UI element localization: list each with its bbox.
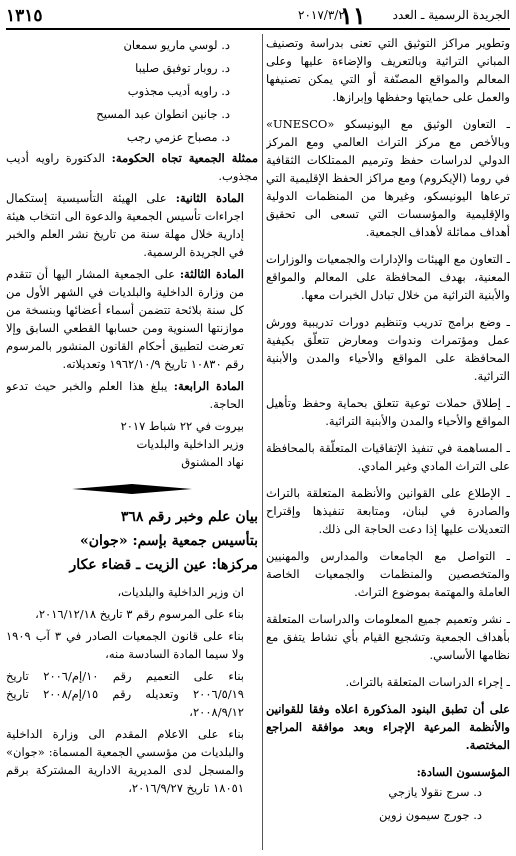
article-label: المادة الثانية: (175, 191, 244, 205)
decision-paragraph: بناء على التعميم رقم ١٠/إم/٢٠٠٦ تاريخ ٢٠٠٦/٥/١٩ وتعديله رقم ١٥/إم/٢٠٠٨ تاريخ ٢٠٠٨/٩/١٢، (6, 669, 245, 719)
representative-label: ممثلة الجمعية تجاه الحكومة: (111, 151, 258, 165)
objective-paragraph: ـ التعاون مع الهيئات والإدارات والجمعيات والوزارات المعنية، بهدف المحافظة على المعالم والمواقع والأبنية التراثية من خلال تبادل الخبرات معها. (266, 252, 510, 302)
article-four (6, 377, 258, 413)
decision-location: مركزها: عين الزيت ـ قضاء عكار (69, 557, 258, 573)
column-divider (262, 34, 263, 850)
founder-name: د. جانين انطوان عبد المسيح (96, 107, 230, 121)
article-three (6, 265, 258, 373)
government-representative (6, 149, 258, 185)
objective-paragraph: ـ الإطلاع على القوانين والأنظمة المتعلقة بالتراث والصادرة في لبنان، ومتابعة تنفيذها وإقتراح التعديلات عليها إذا دعت الحاجة الى ذلك. (266, 486, 510, 536)
decision-paragraph: ان وزير الداخلية والبلديات، (117, 585, 244, 599)
article-label: المادة الرابعة: (173, 379, 244, 393)
decision-title: بيان علم وخبر رقم ٣٦٨ (120, 509, 258, 525)
founder-name: د. مصباح عزمي رجب (126, 130, 230, 144)
founder-name: د. جورج سيمون زوين (379, 808, 482, 822)
founder-name: د. راويه أديب مجذوب (127, 84, 230, 98)
objective-paragraph: ـ وضع برامج تدريب وتنظيم دورات تدريبية وورش عمل ومؤتمرات وندوات ومعارض تتعلّق بكيفية المحافظة على المواقع والأحياء والمدن والأبنية التراثية. (266, 315, 510, 383)
objective-paragraph: ـ التواصل مع الجامعات والمدارس والمهنيين والمتخصصين والمنظمات والجمعيات الخاصة العاملة والمهتمة بموضوع التراث. (266, 549, 510, 599)
issue-number: ١١ (340, 1, 366, 30)
objective-paragraph: ـ إجراء الدراسات المتعلقة بالتراث. (345, 675, 510, 689)
article-text: على الجمعية المشار اليها أن تتقدم من وزارة الداخلية والبلديات في الشهر الأول من كل سنة بلائحة تتضمن أسماء أعضائها وبنسخة من موازنتها السنوية ومن حسابها القطعي السابق وإلا تعرضت لتطبيق أحكام القانون المنشور بالمرسوم رقم ١٠٨٣٠ تاريخ ١٩٦٢/١٠/٩ وتعديلاته. (6, 267, 244, 371)
journal-title: الجريدة الرسمية ـ العدد (392, 8, 510, 22)
article-text: على الهيئة التأسيسية إستكمال اجراءات تأسيس الجمعية والدعوة الى انتخاب هيئة إدارية خلال مهلة سنة من تاريخ نشر العلم والخبر في الجريدة الرسمية. (6, 191, 244, 259)
left-column (6, 34, 258, 850)
issue-date: ٢٠١٧/٣/٢ (298, 8, 345, 22)
representative-name: الدكتورة راويه أديب مجذوب. (6, 151, 258, 183)
founder-name: د. روبار توفيق صليبا (135, 61, 230, 75)
decision-paragraph: بناء على المرسوم رقم ٣ تاريخ ٢٠١٦/١٢/١٨، (35, 607, 244, 621)
article-two (6, 189, 258, 261)
article-text: يبلغ هذا العلم والخبر حيث تدعو الحاجة. (6, 379, 244, 411)
objective-paragraph: ـ نشر وتعميم جميع المعلومات والدراسات المتعلقة بأهداف الجمعية وتشجيع القيام بأي نشاط يتفق مع نظامها الأساسي. (266, 612, 510, 662)
section-ornament (72, 483, 192, 495)
page-header (6, 1, 510, 30)
objective-paragraph: وتطوير مراكز التوثيق التي تعنى بدراسة وتصنيف المباني التراثية وبالتعريف والإضاءة عليها وعلى المعالم والمواقع المصنّفة أو التي يمكن تصنيفها والعمل على حمايتها وحفظها وإبرازها. (266, 36, 510, 104)
minister-title: وزير الداخلية والبلديات (136, 437, 244, 451)
objective-paragraph: ـ التعاون الوثيق مع اليونيسكو «UNESCO» وبالأخص مع مركز التراث العالمي ومع المركز الدولي لدراسات حفظ وترميم الممتلكات الثقافية في روما (الإيكروم) ومع مراكز الحفظ الإقليمية التي ترعاها اليونيسكو، وغيرها من المنظمات الدولية والإقليمية والمؤسسات التي تسعى الى تحقيق أهداف مماثلة لأهداف الجمعية. (266, 117, 510, 239)
objective-paragraph: ـ المساهمة في تنفيذ الإتفاقيات المتعلّقة بالمحافظة على التراث المادي وغير المادي. (266, 441, 510, 473)
decision-subtitle: بتأسيس جمعية بإسم: «جوان» (80, 533, 258, 549)
minister-name: نهاد المشنوق (181, 455, 244, 469)
decision-paragraph: بناء على الاعلام المقدم الى وزارة الداخلية والبلديات من مؤسسي الجمعية المسماة: «جوان» والمسجل لدى المديرية الادارية المشتركة برقم ١٨٠٥١ تاريخ ٢٠١٦/٩/٢٧، (6, 727, 244, 795)
objective-paragraph: ـ إطلاق حملات توعية تتعلق بحماية وحفظ وتأهيل المواقع والأحياء والمدن والأبنية التراثية. (266, 396, 510, 428)
decision-paragraph: بناء على قانون الجمعيات الصادر في ٣ آب ١٩٠٩ ولا سيما المادة السادسة منه، (6, 629, 244, 661)
closing-clause: على أن تطبق البنود المذكورة اعلاه وفقا للقوانين والأنظمة المرعية الإجراء وبعد موافقة المراجع المختصة. (266, 702, 510, 752)
page-number: ١٣١٥ (6, 6, 43, 26)
right-column (266, 34, 510, 850)
article-label: المادة الثالثة: (179, 267, 244, 281)
founders-heading: المؤسسون السادة: (416, 765, 510, 779)
founder-name: د. سرج نقولا يازجي (388, 785, 482, 799)
founder-name: د. لوسي ماريو سمعان (123, 38, 230, 52)
place-date: بيروت في ٢٢ شباط ٢٠١٧ (120, 419, 244, 433)
